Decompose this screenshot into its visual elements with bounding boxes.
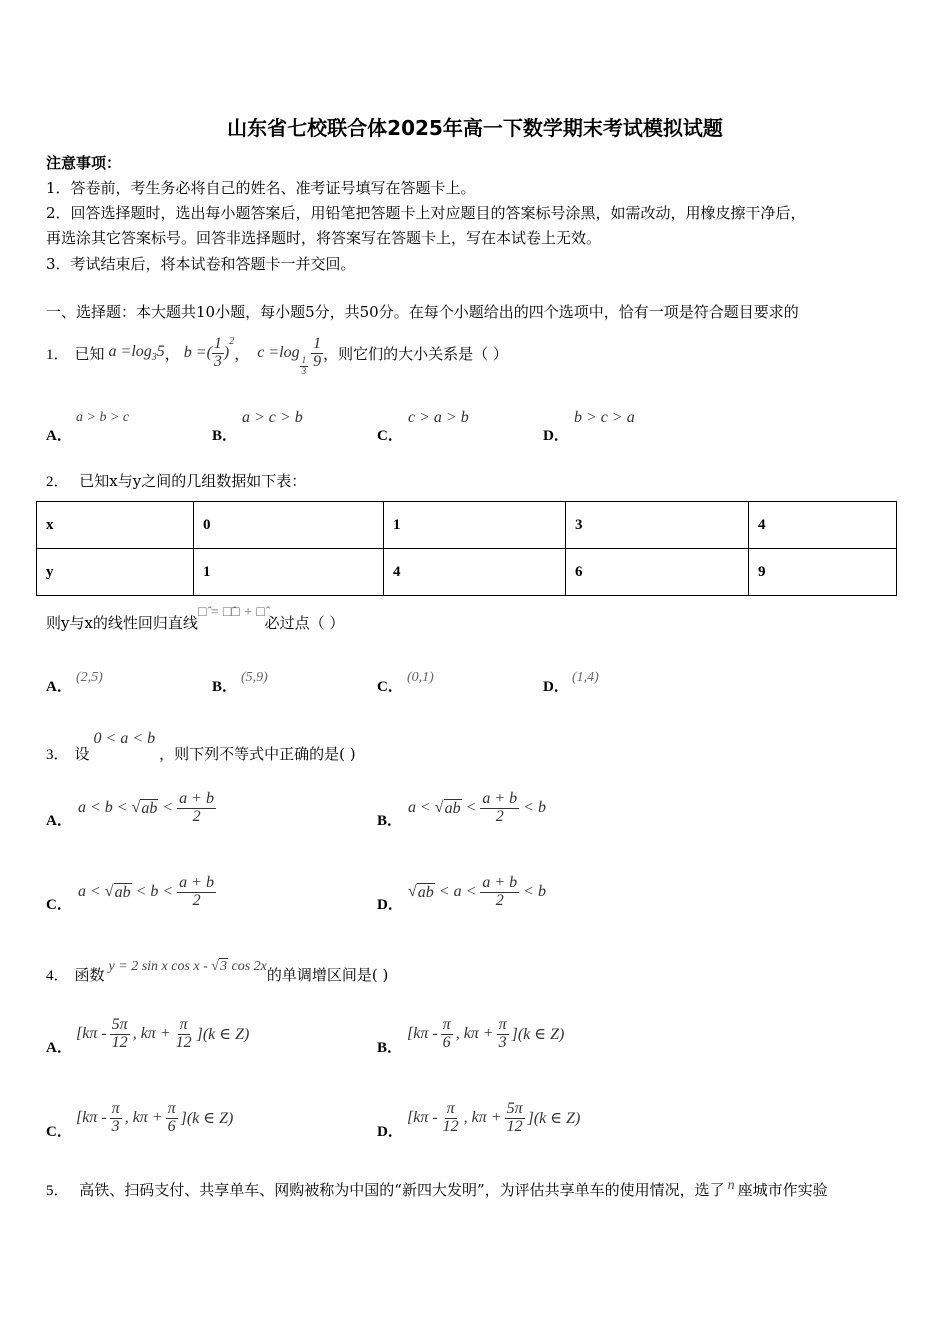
denominator: 3 [213, 352, 222, 370]
fraction [480, 875, 519, 910]
denominator: 6 [167, 1117, 176, 1135]
expr-text: [kπ - [407, 1109, 438, 1126]
question-3-stem [46, 724, 356, 764]
question-number: 2． [46, 474, 69, 490]
option-label: B． [212, 679, 238, 695]
question-text: 则y与x的线性回归直线 [46, 614, 198, 632]
question-number: 3． [46, 747, 69, 763]
numerator: 1 [213, 334, 222, 352]
expr-text: < [158, 799, 178, 816]
option-expr: a < √ ab < $\frac{a + b}{2}$ < b [408, 789, 546, 825]
regression-equation: □̂ = □̂□ + □̂ [197, 605, 265, 620]
fraction [174, 1017, 194, 1052]
question-text: 函数 [74, 966, 105, 984]
denominator: 12 [111, 1033, 128, 1051]
option-label: B． [377, 1040, 403, 1056]
expr-c [257, 334, 323, 376]
table-cell: 1 [194, 549, 384, 596]
expr-text: [kπ - [76, 1109, 107, 1126]
notice-item: 3．考试结束后，将本试卷和答题卡一并交回。 [46, 255, 356, 273]
table-cell: 9 [749, 549, 897, 596]
numerator: π [446, 1099, 455, 1117]
option-expr: a > b > c [76, 410, 130, 425]
option-expr: (0,1) [407, 670, 434, 685]
denominator: 12 [442, 1117, 459, 1135]
numerator: a + b [179, 789, 214, 807]
numerator: π [167, 1099, 176, 1117]
denominator: 12 [506, 1117, 523, 1135]
numerator: 5π [506, 1099, 523, 1117]
numerator: 1 [301, 355, 307, 366]
expr-text: b =( [183, 344, 212, 361]
fraction [177, 875, 216, 910]
question-number: 1． [46, 346, 69, 363]
fraction [505, 1101, 525, 1136]
denominator: 3 [111, 1117, 120, 1135]
expr-text: a < [408, 799, 435, 816]
fraction [110, 1101, 122, 1136]
question-text: 已知x与y之间的几组数据如下表： [79, 472, 307, 490]
expr-text: < b [519, 799, 546, 816]
denominator: 6 [442, 1033, 451, 1051]
table-cell: 4 [749, 502, 897, 549]
numerator: π [498, 1015, 507, 1033]
expr-text: < a < [434, 883, 481, 900]
fraction-sub [300, 356, 309, 376]
page-title: 山东省七校联合体2025年高一下数学期末考试模拟试题 [227, 116, 723, 140]
fraction [441, 1017, 453, 1052]
question-text: 设 [74, 745, 90, 763]
expr-text: < b [519, 883, 546, 900]
expr-text: a =log [108, 342, 152, 360]
notice-item: 再选涂其它答案标号。回答非选择题时，将答案写在答题卡上，写在本试卷上无效。 [46, 229, 602, 247]
denominator: 2 [495, 891, 504, 909]
denominator: 3 [498, 1033, 507, 1051]
table-row [37, 549, 897, 596]
table-cell: 3 [566, 502, 749, 549]
expr-text: , kπ + [132, 1025, 171, 1042]
table-cell: x [37, 502, 194, 549]
question-5-stem [46, 1179, 828, 1200]
question-text: 座城市作实验 [737, 1181, 828, 1199]
variable-n: n [727, 1178, 735, 1193]
expr-text: ](k ∈ Z) [511, 1026, 565, 1043]
option-label: A． [46, 679, 72, 695]
denominator: 12 [175, 1033, 192, 1051]
option-label: B． [212, 428, 238, 444]
option-label: A． [46, 428, 72, 444]
option-label: A． [46, 1040, 72, 1056]
denominator: 2 [192, 891, 201, 909]
question-1-stem [46, 328, 508, 378]
numerator: 1 [313, 334, 322, 352]
option-label: C． [46, 1124, 72, 1140]
denominator: 3 [301, 365, 307, 376]
option-expr [407, 1010, 564, 1058]
expr-text: ](k ∈ Z) [196, 1026, 250, 1043]
fraction [497, 1017, 509, 1052]
fraction [212, 336, 224, 371]
condition-expr: 0 < a < b [93, 730, 156, 747]
expr-sub: 3 [151, 352, 157, 364]
option-expr: c > a > b [408, 409, 469, 426]
option-label: C． [377, 679, 403, 695]
option-label: C． [377, 428, 403, 444]
notice-item: 1．答卷前，考生务必将自己的姓名、准考证号填写在答题卡上。 [46, 179, 476, 197]
table-cell: 0 [194, 502, 384, 549]
table-cell: 1 [384, 502, 566, 549]
numerator: π [442, 1015, 451, 1033]
expr-text: ](k ∈ Z) [527, 1110, 581, 1127]
question-text: ，则下列不等式中正确的是( ) [159, 745, 356, 763]
question-4-stem [46, 955, 388, 985]
sqrt-content: 3 [219, 959, 227, 974]
numerator: a + b [482, 873, 518, 891]
sqrt-content: ab [417, 883, 434, 901]
option-expr [407, 1094, 580, 1142]
separator: ， [164, 344, 180, 363]
option-label: D． [543, 428, 569, 444]
expr-text: ](k ∈ Z) [180, 1110, 234, 1127]
expr-text: y = 2 sin x cos x - [108, 959, 208, 974]
fraction [311, 336, 323, 371]
sqrt-content: ab [141, 799, 158, 817]
question-number: 4． [46, 968, 69, 984]
expr-text: , kπ + [463, 1109, 502, 1126]
numerator: π [179, 1015, 188, 1033]
option-label: D． [543, 679, 569, 695]
fraction [110, 1017, 130, 1052]
expr-text: 5 [156, 342, 165, 360]
fraction [166, 1101, 178, 1136]
question-text: 已知 [74, 344, 105, 363]
sqrt-content: ab [444, 799, 461, 817]
question-text: 的单调增区间是( ) [266, 966, 389, 984]
table-cell: 6 [566, 549, 749, 596]
option-expr: a > c > b [242, 409, 303, 426]
expr-text: c =log [257, 344, 300, 361]
option-expr: a < b < √ ab < $\frac{a + b}{2}$ [78, 789, 214, 825]
option-label: A． [46, 813, 72, 829]
denominator: 2 [495, 807, 504, 825]
expr-b [184, 336, 234, 371]
question-text: 高铁、扫码支付、共享单车、网购被称为中国的“新四大发明”，为评估共享单车的使用情况，选了 [79, 1181, 725, 1199]
option-expr: (1,4) [572, 670, 599, 685]
exponent: 2 [229, 335, 235, 347]
numerator: π [111, 1099, 120, 1117]
expr-text: a < [78, 883, 105, 900]
expr-text: [kπ - [407, 1025, 438, 1042]
table-cell: 4 [384, 549, 566, 596]
numerator: 5π [111, 1015, 128, 1033]
expr-text: [kπ - [76, 1025, 107, 1042]
question-text: ，则它们的大小关系是（ ） [323, 344, 508, 363]
option-expr: b > c > a [574, 409, 635, 426]
option-expr [76, 1094, 233, 1142]
function-expr: y = 2 sin x cos x - √3 cos 2x [108, 959, 267, 974]
fraction [441, 1101, 461, 1136]
numerator: a + b [179, 873, 214, 891]
option-expr: (5,9) [241, 670, 268, 685]
expr-a [109, 343, 165, 363]
expr-text: < [461, 799, 481, 816]
data-table [36, 501, 897, 596]
denominator: 9 [313, 352, 322, 370]
option-label: C． [46, 897, 72, 913]
expr-text: a < b < [78, 799, 132, 816]
question-2-line [46, 605, 345, 633]
option-label: B． [377, 813, 403, 829]
question-2-stem [46, 470, 306, 491]
option-label: D． [377, 1124, 403, 1140]
notice-item: 2．回答选择题时，选出每小题答案后，用铅笔把答题卡上对应题目的答案标号涂黑，如需改动，用橡皮擦干净后， [46, 204, 806, 222]
sqrt-content: ab [114, 883, 131, 901]
option-expr: (2,5) [76, 670, 103, 685]
notice-heading: 注意事项： [46, 154, 122, 172]
section-heading: 一、选择题：本大题共10小题，每小题5分，共50分。在每个小题给出的四个选项中，恰有一项是符合题目要求的 [46, 303, 799, 321]
option-label: D． [377, 897, 403, 913]
table-cell: y [37, 549, 194, 596]
option-expr: √ ab < a < $\frac{a + b}{2}$ < b [408, 873, 546, 909]
expr-text: ) [223, 344, 230, 361]
separator: ， [234, 344, 250, 363]
option-expr: a < √ ab < b < $\frac{a + b}{2}$ [78, 873, 214, 909]
table-row [37, 502, 897, 549]
option-expr [76, 1010, 249, 1058]
fraction [177, 791, 216, 826]
denominator: 2 [192, 807, 201, 825]
question-text: 必过点（ ） [264, 614, 345, 632]
expr-text: cos 2x [231, 959, 267, 974]
numerator: a + b [482, 789, 518, 807]
fraction [480, 791, 519, 826]
expr-text: , kπ + [124, 1109, 163, 1126]
expr-text: < b < [131, 883, 178, 900]
expr-text: , kπ + [455, 1025, 494, 1042]
question-number: 5． [46, 1183, 69, 1199]
